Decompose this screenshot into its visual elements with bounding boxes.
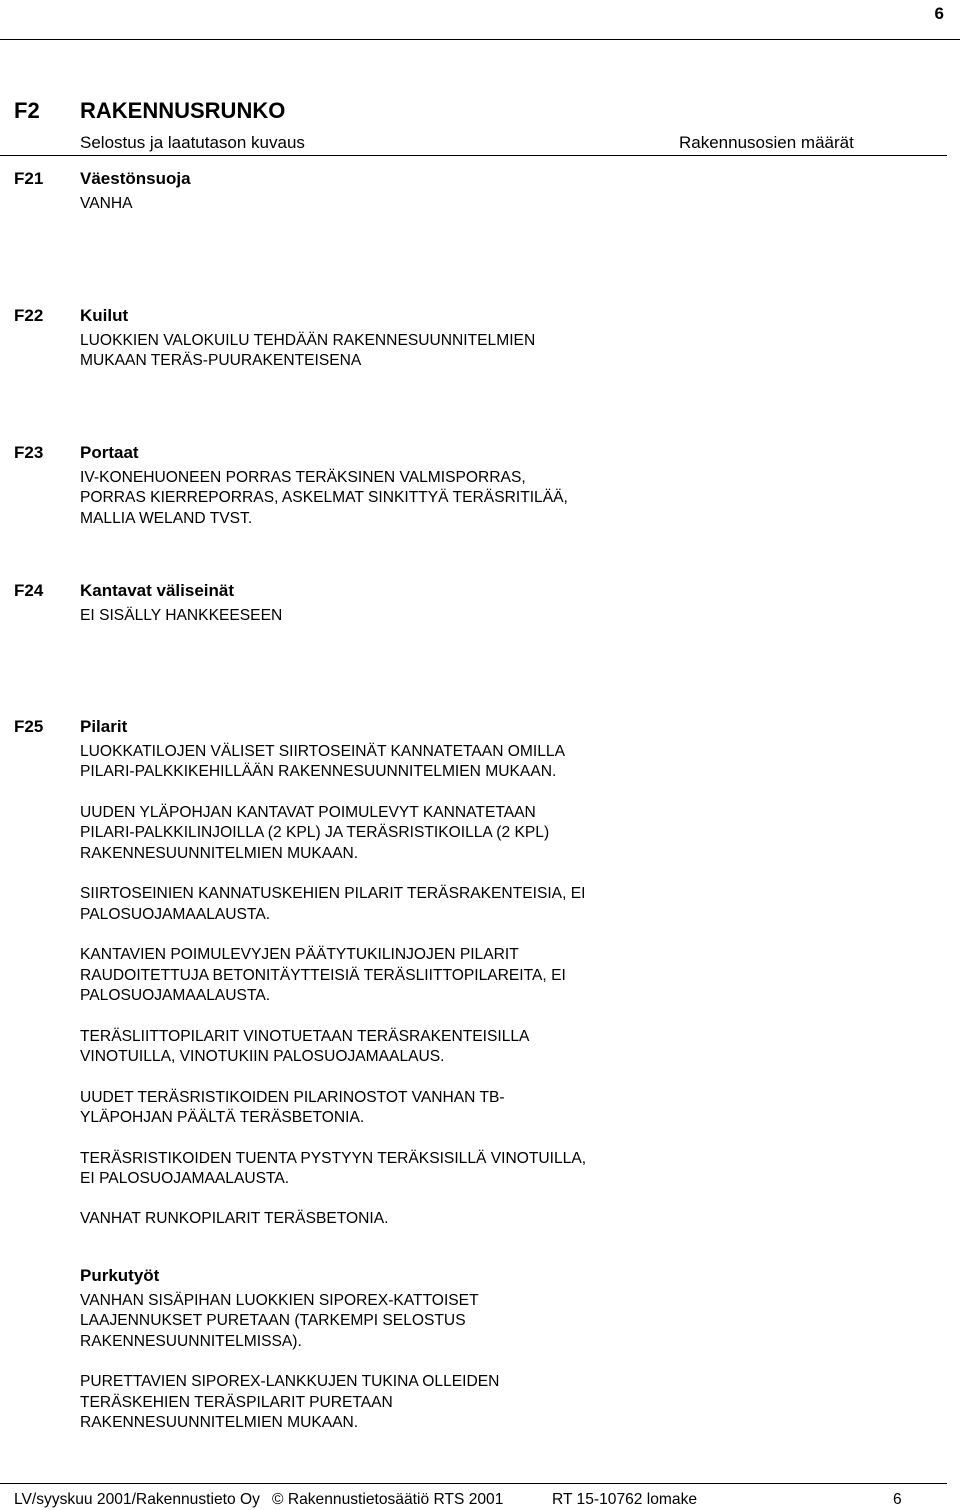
line: TERÄSKEHIEN TERÄSPILARIT PURETAAN — [80, 1393, 393, 1411]
line: PORRAS KIERREPORRAS, ASKELMAT SINKITTYÄ TERÄSRITILÄÄ, — [80, 489, 568, 507]
line: PALOSUOJAMAALAUSTA. — [80, 905, 271, 923]
footer-left: LV/syyskuu 2001/Rakennustieto Oy — [14, 1491, 260, 1508]
line: PILARI-PALKKILINJOILLA (2 KPL) JA TERÄSRISTIKOILLA (2 KPL) — [80, 824, 550, 842]
line: KANTAVIEN POIMULEVYJEN PÄÄTYTUKILINJOJEN PILARIT — [80, 946, 519, 964]
line: LAAJENNUKSET PURETAAN (TARKEMPI SELOSTUS — [80, 1312, 466, 1330]
footer-form-id: RT 15-10762 lomake — [552, 1491, 698, 1508]
line: VANHAN SISÄPIHAN LUOKKIEN SIPOREX-KATTOISET — [80, 1292, 479, 1309]
line: YLÄPOHJAN PÄÄLTÄ TERÄSBETONIA. — [80, 1108, 365, 1126]
footer-rule — [0, 1483, 947, 1484]
section-title-f24: Kantavat väliseinät — [80, 581, 235, 600]
paragraph — [80, 742, 586, 783]
section-body-f23 — [80, 468, 568, 529]
line: MALLIA WELAND TVST. — [80, 509, 253, 527]
paragraph — [80, 468, 568, 529]
header-code: F2 — [14, 98, 40, 123]
line: EI SISÄLLY HANKKEESEEN — [80, 607, 283, 624]
line: VANHAT RUNKOPILARIT TERÄSBETONIA. — [80, 1210, 389, 1228]
header-divider — [0, 155, 947, 156]
line: LUOKKATILOJEN VÄLISET SIIRTOSEINÄT KANNATETAAN OMILLA — [80, 743, 565, 760]
purkutyot-body — [80, 1291, 499, 1433]
section-body-f22 — [80, 331, 535, 372]
section-code-f21: F21 — [14, 169, 44, 188]
line: RAKENNESUUNNITELMIEN MUKAAN. — [80, 1413, 359, 1431]
section-body-f21 — [80, 194, 133, 214]
section-code-f24: F24 — [14, 581, 44, 600]
line: RAKENNESUUNNITELMIEN MUKAAN. — [80, 844, 359, 862]
paragraph — [80, 1027, 586, 1068]
page-number: 6 — [934, 4, 944, 23]
paragraph — [80, 1088, 586, 1129]
paragraph — [80, 606, 282, 626]
footer-copyright: © Rakennustietosäätiö RTS 2001 — [272, 1491, 504, 1508]
line: LUOKKIEN VALOKUILU TEHDÄÄN RAKENNESUUNNITELMIEN — [80, 332, 536, 349]
section-title-f25: Pilarit — [80, 717, 128, 736]
section-title-f21: Väestönsuoja — [80, 169, 191, 188]
line: MUKAAN TERÄS-PUURAKENTEISENA — [80, 352, 362, 370]
line: PURETTAVIEN SIPOREX-LANKKUJEN TUKINA OLLEIDEN — [80, 1373, 500, 1391]
line: VINOTUILLA, VINOTUKIIN PALOSUOJAMAALAUS. — [80, 1047, 445, 1065]
section-code-f22: F22 — [14, 306, 44, 325]
paragraph — [80, 1291, 499, 1352]
line: EI PALOSUOJAMAALAUSTA. — [80, 1169, 290, 1187]
line: IV-KONEHUONEEN PORRAS TERÄKSINEN VALMISPORRAS, — [80, 469, 526, 486]
paragraph — [80, 803, 586, 864]
line: TERÄSLIITTOPILARIT VINOTUETAAN TERÄSRAKENTEISILLA — [80, 1027, 530, 1045]
paragraph — [80, 884, 586, 925]
section-code-f23: F23 — [14, 443, 44, 462]
page-title: RAKENNUSRUNKO — [80, 98, 286, 123]
line: PALOSUOJAMAALAUSTA. — [80, 986, 271, 1004]
header-rule — [0, 39, 960, 40]
header-subtitle-right: Rakennusosien määrät — [679, 133, 854, 152]
section-body-f25 — [80, 742, 586, 1230]
header-subtitle-left: Selostus ja laatutason kuvaus — [80, 133, 305, 152]
paragraph — [80, 194, 133, 214]
line: RAUDOITETTUJA BETONITÄYTTEISIÄ TERÄSLIITTOPILAREITA, EI — [80, 966, 566, 984]
paragraph — [80, 1209, 586, 1229]
line: UUDEN YLÄPOHJAN KANTAVAT POIMULEVYT KANNATETAAN — [80, 803, 536, 821]
paragraph — [80, 1149, 586, 1190]
line: RAKENNESUUNNITELMISSA). — [80, 1332, 302, 1350]
paragraph — [80, 945, 586, 1006]
line: TERÄSRISTIKOIDEN TUENTA PYSTYYN TERÄKSISILLÄ VINOTUILLA, — [80, 1149, 587, 1167]
section-title-f22: Kuilut — [80, 306, 129, 325]
paragraph — [80, 331, 535, 372]
footer-page-number: 6 — [893, 1491, 902, 1508]
section-body-f24 — [80, 606, 282, 626]
purkutyot-title: Purkutyöt — [80, 1266, 160, 1285]
paragraph — [80, 1372, 499, 1433]
line: VANHA — [80, 195, 133, 212]
section-title-f23: Portaat — [80, 443, 139, 462]
line: PILARI-PALKKIKEHILLÄÄN RAKENNESUUNNITELMIEN MUKAAN. — [80, 763, 557, 781]
section-code-f25: F25 — [14, 717, 44, 736]
line: UUDET TERÄSRISTIKOIDEN PILARINOSTOT VANHAN TB- — [80, 1088, 505, 1106]
line: SIIRTOSEINIEN KANNATUSKEHIEN PILARIT TERÄSRAKENTEISIA, EI — [80, 885, 586, 903]
